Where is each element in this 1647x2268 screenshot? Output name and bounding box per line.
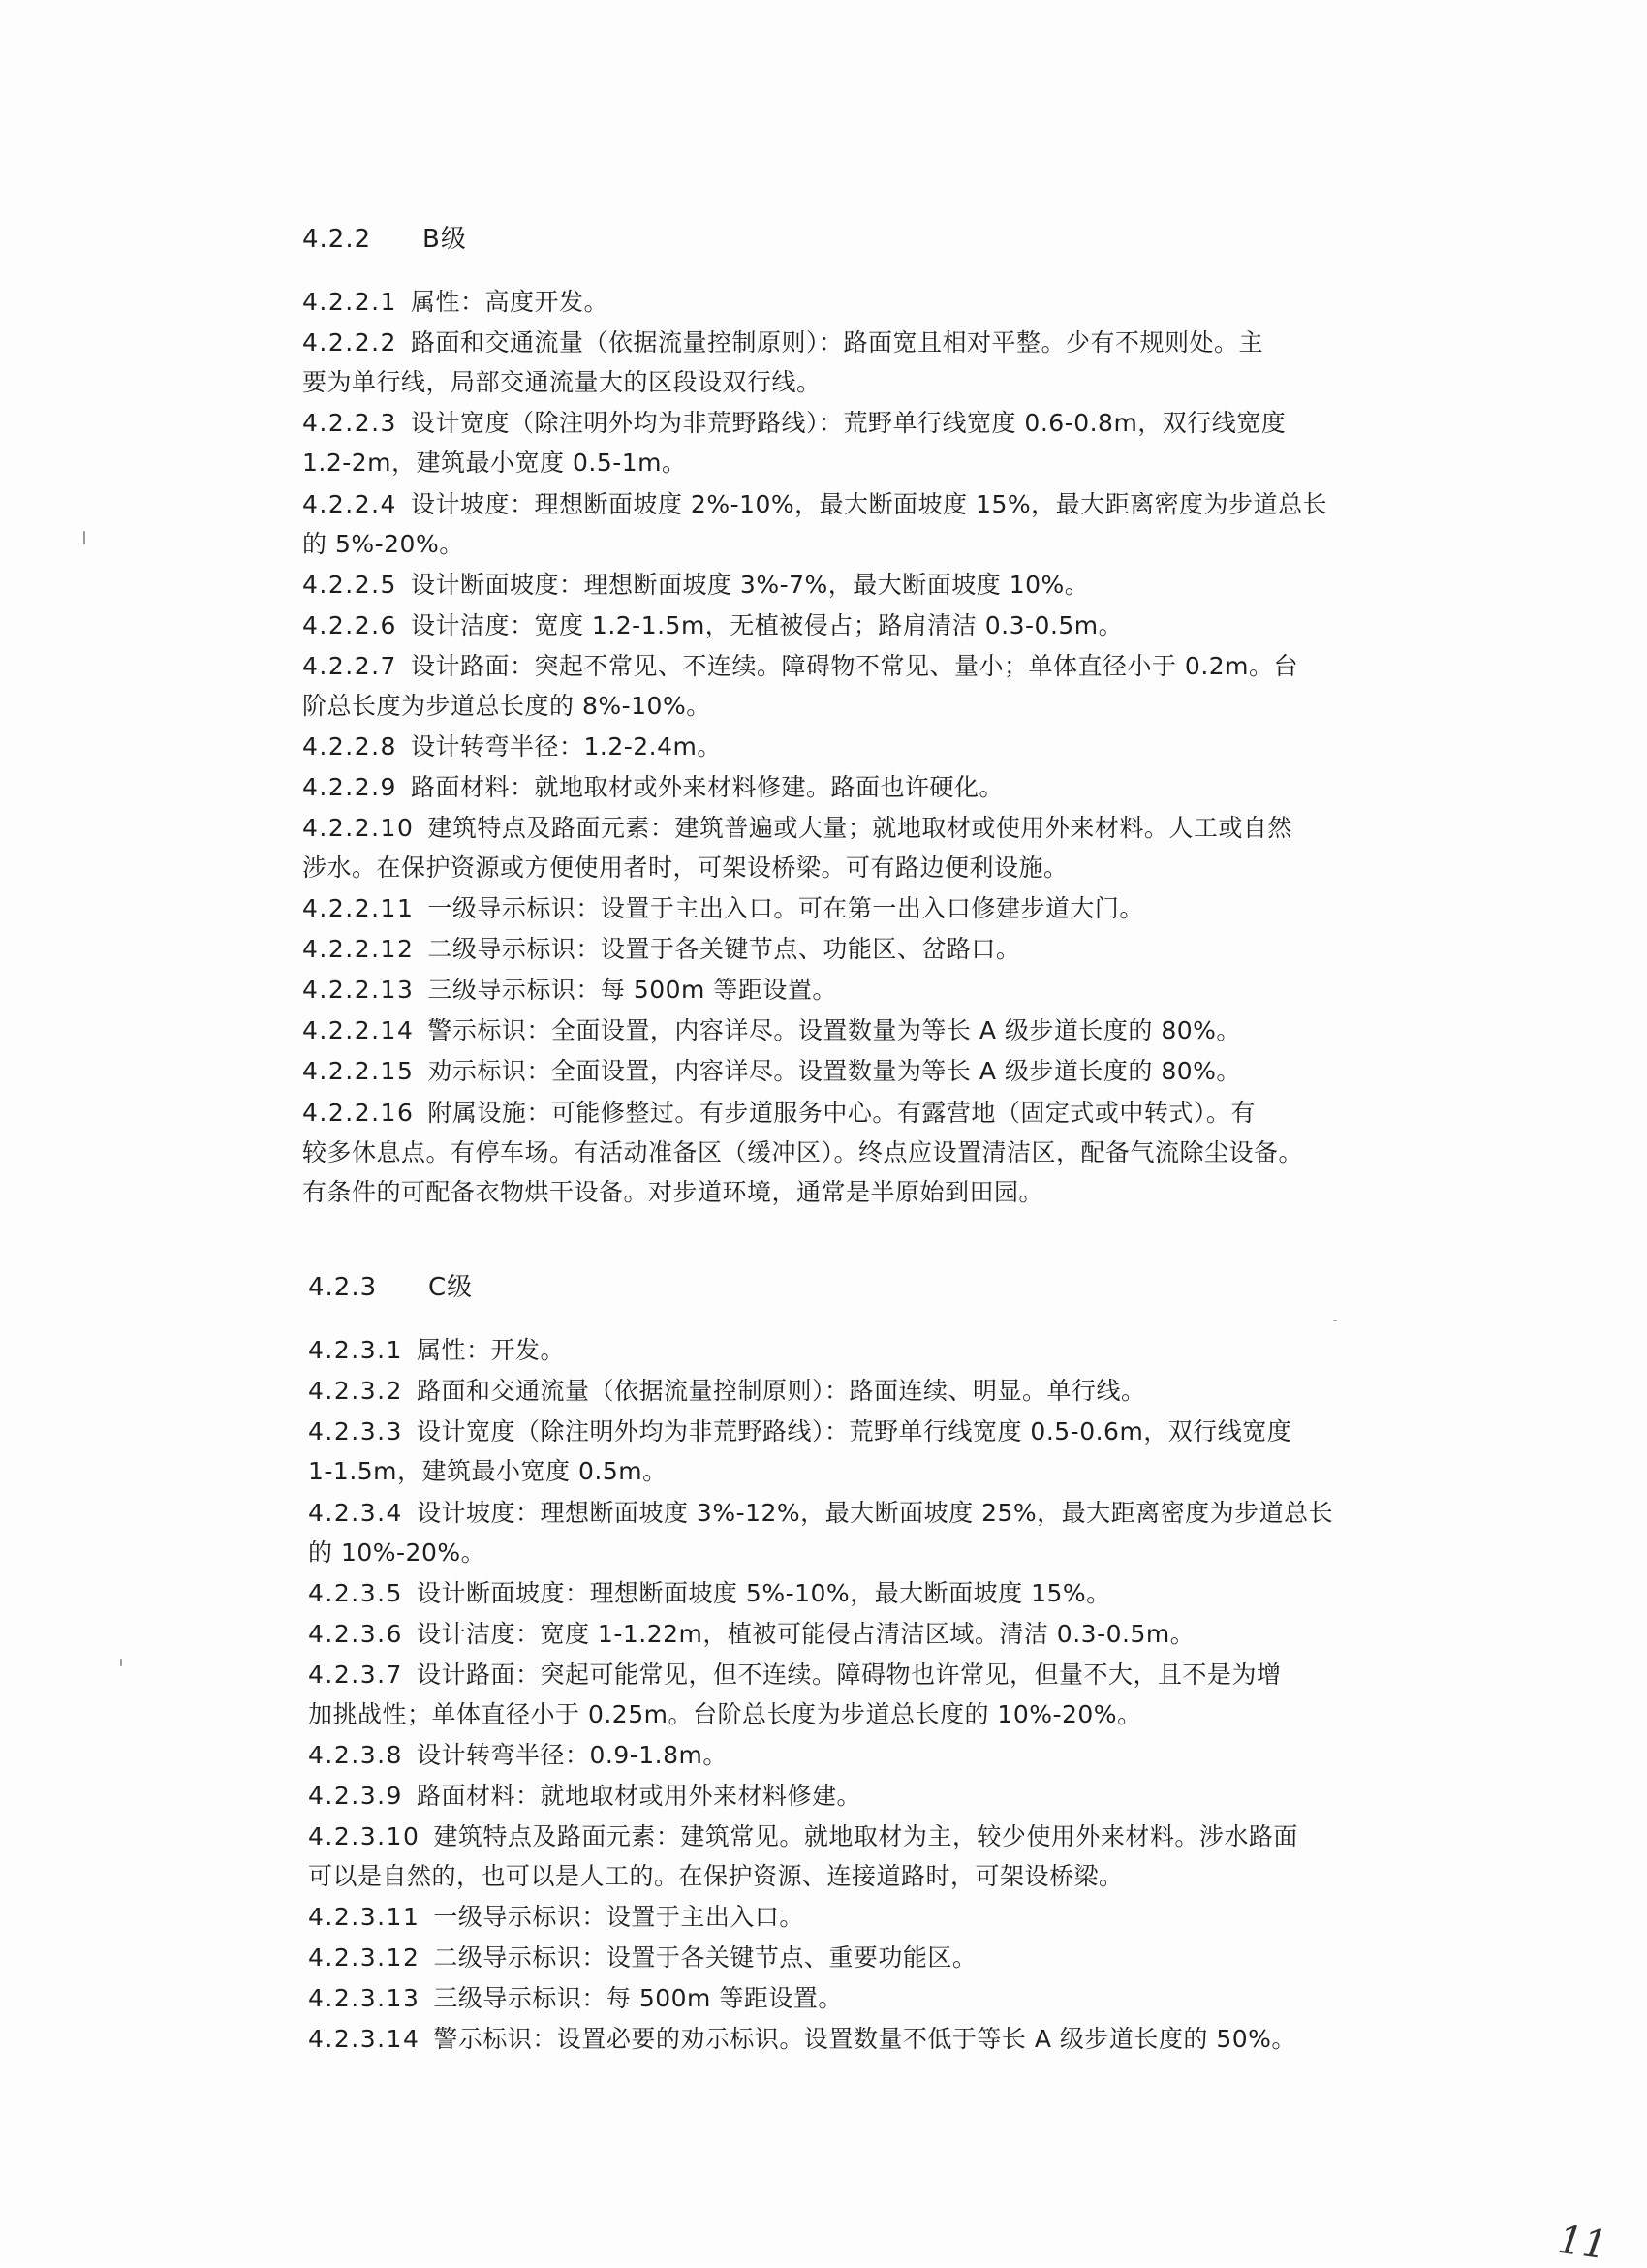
clause-text: 设计转弯半径：0.9-1.8m。 (416, 1741, 728, 1769)
clause-text: 劝示标识：全面设置，内容详尽。设置数量为等长 A 级步道长度的 80%。 (427, 1057, 1241, 1085)
clause-line (302, 1133, 1455, 1172)
clause-number: 4.2.2.12 (302, 935, 415, 963)
clause-item (302, 808, 1455, 887)
clause-line (302, 767, 1455, 807)
clause-text: 三级导示标识：每 500m 等距设置。 (427, 976, 837, 1004)
clause-number: 4.2.3.2 (308, 1377, 403, 1405)
clause-item (302, 888, 1455, 928)
clause-line (302, 1172, 1455, 1212)
clause-text: 建筑特点及路面元素：建筑常见。就地取材为主，较少使用外来材料。涉水路面 (433, 1822, 1298, 1850)
clause-text: 有条件的可配备衣物烘干设备。对步道环境，通常是半原始到田园。 (302, 1178, 1044, 1206)
clause-item (302, 484, 1455, 564)
clause-text: 设计路面：突起可能常见，但不连续。障碍物也许常见，但量不大，且不是为增 (416, 1661, 1282, 1689)
clause-text: 的 10%-20%。 (308, 1538, 486, 1567)
clause-number: 4.2.3.14 (308, 2025, 420, 2053)
clause-text: 设计坡度：理想断面坡度 3%-12%，最大断面坡度 25%，最大距离密度为步道总长 (416, 1499, 1334, 1527)
clause-line (302, 323, 1455, 362)
clause-text: 附属设施：可能修整过。有步道服务中心。有露营地（固定式或中转式）。有 (427, 1099, 1256, 1127)
clause-item (302, 1010, 1455, 1050)
clause-line (302, 484, 1455, 524)
clause-text: 设计洁度：宽度 1.2-1.5m，无植被侵占；路肩清洁 0.3-0.5m。 (410, 611, 1124, 639)
clause-number: 4.2.2.14 (302, 1016, 415, 1044)
clause-item (308, 1978, 1461, 2018)
clause-number: 4.2.3.8 (308, 1741, 403, 1769)
clause-text: 一级导示标识：设置于主出入口。可在第一出入口修建步道大门。 (427, 894, 1144, 922)
clause-text: 一级导示标识：设置于主出入口。 (433, 1903, 804, 1931)
section-number: 4.2.2 (302, 225, 372, 254)
clause-line (308, 1493, 1461, 1533)
clause-number: 4.2.3.7 (308, 1661, 403, 1689)
clause-item (308, 1412, 1461, 1491)
clause-number: 4.2.3.4 (308, 1499, 403, 1527)
clause-item (302, 1051, 1455, 1091)
clause-line (302, 443, 1455, 482)
clause-text: 属性：开发。 (416, 1336, 565, 1364)
clause-number: 4.2.2.13 (302, 976, 415, 1004)
clause-line (302, 362, 1455, 402)
clause-number: 4.2.3.3 (308, 1417, 403, 1445)
clause-number: 4.2.3.12 (308, 1943, 420, 1972)
scan-speck (1333, 1320, 1337, 1321)
clause-item (308, 1897, 1461, 1937)
clause-text: 1.2-2m，建筑最小宽度 0.5-1m。 (302, 449, 687, 477)
clause-line (302, 403, 1455, 443)
clause-text: 涉水。在保护资源或方便使用者时，可架设桥梁。可有路边便利设施。 (302, 854, 1069, 882)
clause-line (308, 1533, 1461, 1572)
clause-item (302, 1093, 1455, 1212)
clause-text: 设计洁度：宽度 1-1.22m，植被可能侵占清洁区域。清洁 0.3-0.5m。 (416, 1620, 1196, 1648)
clause-number: 4.2.2.3 (302, 409, 397, 437)
clause-number: 4.2.2.5 (302, 571, 397, 599)
clause-item (302, 929, 1455, 969)
clause-line (302, 1051, 1455, 1091)
clause-text: 可以是自然的，也可以是人工的。在保护资源、连接道路时，可架设桥梁。 (308, 1862, 1124, 1890)
clause-text: 的 5%-20%。 (302, 530, 464, 558)
clause-item (302, 727, 1455, 766)
clause-line (308, 1978, 1461, 2018)
clause-text: 1-1.5m，建筑最小宽度 0.5m。 (308, 1457, 668, 1485)
clause-line (302, 524, 1455, 564)
scan-speck (120, 1659, 122, 1666)
clause-number: 4.2.2.4 (302, 490, 397, 518)
clause-item (302, 767, 1455, 807)
clause-number: 4.2.3.9 (308, 1782, 403, 1810)
clause-text: 设计宽度（除注明外均为非荒野路线）：荒野单行线宽度 0.6-0.8m，双行线宽度 (410, 409, 1287, 437)
clause-line (302, 808, 1455, 848)
clause-item (302, 606, 1455, 645)
clause-line (302, 282, 1455, 322)
clause-item (302, 403, 1455, 482)
clause-line (302, 1093, 1455, 1133)
clause-item (302, 282, 1455, 322)
clause-line (308, 2019, 1461, 2059)
clause-line (308, 1655, 1461, 1694)
clause-number: 4.2.3.11 (308, 1903, 420, 1931)
clause-line (308, 1614, 1461, 1654)
clause-line (308, 1938, 1461, 1977)
clause-text: 属性：高度开发。 (410, 288, 608, 316)
clause-number: 4.2.3.5 (308, 1579, 403, 1607)
section-number: 4.2.3 (308, 1273, 378, 1302)
clause-number: 4.2.2.11 (302, 894, 415, 922)
clause-text: 要为单行线，局部交通流量大的区段设双行线。 (302, 368, 822, 396)
clause-text: 设计坡度：理想断面坡度 2%-10%，最大断面坡度 15%，最大距离密度为步道总长 (410, 490, 1328, 518)
clause-text: 阶总长度为步道总长度的 8%-10%。 (302, 692, 711, 720)
clause-text: 较多休息点。有停车场。有活动准备区（缓冲区）。终点应设置清洁区，配备气流除尘设备。 (302, 1138, 1304, 1166)
clause-item (308, 1735, 1461, 1775)
clause-item (302, 565, 1455, 605)
clause-number: 4.2.2.9 (302, 773, 397, 801)
clause-text: 路面材料：就地取材或用外来材料修建。 (416, 1782, 861, 1810)
clause-text: 警示标识：全面设置，内容详尽。设置数量为等长 A 级步道长度的 80%。 (427, 1016, 1241, 1044)
clause-item (308, 1371, 1461, 1411)
clause-number: 4.2.2.16 (302, 1099, 415, 1127)
clause-text: 设计宽度（除注明外均为非荒野路线）：荒野单行线宽度 0.5-0.6m，双行线宽度 (416, 1417, 1292, 1445)
clause-line (308, 1330, 1461, 1370)
clause-item (308, 1776, 1461, 1816)
clause-item (308, 1330, 1461, 1370)
section-title: B级 (422, 225, 467, 254)
handwritten-page-number: 11 (1555, 2217, 1610, 2268)
clause-item (308, 1817, 1461, 1896)
clause-number: 4.2.2.10 (302, 814, 415, 842)
clause-number: 4.2.2.7 (302, 652, 397, 680)
clause-item (302, 646, 1455, 726)
clause-number: 4.2.2.6 (302, 611, 397, 639)
clause-line (302, 606, 1455, 645)
clause-number: 4.2.2.2 (302, 328, 397, 357)
clause-number: 4.2.3.10 (308, 1822, 420, 1850)
clause-line (302, 888, 1455, 928)
clause-item (308, 1493, 1461, 1572)
clause-line (308, 1573, 1461, 1613)
clause-line (302, 848, 1455, 887)
clause-item (302, 970, 1455, 1010)
clause-item (308, 1573, 1461, 1613)
clause-item (308, 1655, 1461, 1734)
clause-item (308, 1614, 1461, 1654)
clause-text: 警示标识：设置必要的劝示标识。设置数量不低于等长 A 级步道长度的 50%。 (433, 2025, 1296, 2053)
clause-line (302, 1010, 1455, 1050)
scan-speck (83, 531, 85, 544)
clause-number: 4.2.2.1 (302, 288, 397, 316)
clause-number: 4.2.3.6 (308, 1620, 403, 1648)
clause-line (308, 1451, 1461, 1491)
clause-item (308, 2019, 1461, 2059)
clause-number: 4.2.2.15 (302, 1057, 415, 1085)
clause-item (308, 1938, 1461, 1977)
clause-text: 三级导示标识：每 500m 等距设置。 (433, 1984, 843, 2012)
clause-text: 加挑战性；单体直径小于 0.25m。台阶总长度为步道总长度的 10%-20%。 (308, 1700, 1142, 1728)
clause-line (308, 1856, 1461, 1896)
clause-text: 二级导示标识：设置于各关键节点、重要功能区。 (433, 1943, 978, 1972)
clause-number: 4.2.3.13 (308, 1984, 420, 2012)
clause-line (308, 1694, 1461, 1734)
clause-line (308, 1371, 1461, 1411)
clause-text: 设计断面坡度：理想断面坡度 5%-10%，最大断面坡度 15%。 (416, 1579, 1111, 1607)
clause-line (302, 565, 1455, 605)
clause-line (308, 1817, 1461, 1856)
clause-item (302, 323, 1455, 402)
clause-text: 路面和交通流量（依据流量控制原则）：路面宽且相对平整。少有不规则处。主 (410, 328, 1263, 357)
clause-text: 二级导示标识：设置于各关键节点、功能区、岔路口。 (427, 935, 1021, 963)
clause-line (308, 1897, 1461, 1937)
clause-text: 路面材料：就地取材或外来材料修建。路面也许硬化。 (410, 773, 1004, 801)
clause-line (308, 1776, 1461, 1816)
clause-text: 路面和交通流量（依据流量控制原则）：路面连续、明显。单行线。 (416, 1377, 1146, 1405)
clause-line (302, 686, 1455, 726)
section-heading-c (308, 1267, 473, 1303)
clause-line (302, 727, 1455, 766)
clause-text: 设计转弯半径：1.2-2.4m。 (410, 732, 722, 761)
clause-text: 建筑特点及路面元素：建筑普遍或大量；就地取材或使用外来材料。人工或自然 (427, 814, 1292, 842)
section-heading-b (302, 219, 467, 255)
clause-text: 设计路面：突起不常见、不连续。障碍物不常见、量小；单体直径小于 0.2m。台 (410, 652, 1299, 680)
section-title: C级 (428, 1273, 474, 1302)
clause-number: 4.2.2.8 (302, 732, 397, 761)
clause-line (308, 1735, 1461, 1775)
clause-line (302, 646, 1455, 686)
clause-line (302, 970, 1455, 1010)
clause-text: 设计断面坡度：理想断面坡度 3%-7%，最大断面坡度 10%。 (410, 571, 1090, 599)
clause-number: 4.2.3.1 (308, 1336, 403, 1364)
clause-line (308, 1412, 1461, 1451)
clause-line (302, 929, 1455, 969)
